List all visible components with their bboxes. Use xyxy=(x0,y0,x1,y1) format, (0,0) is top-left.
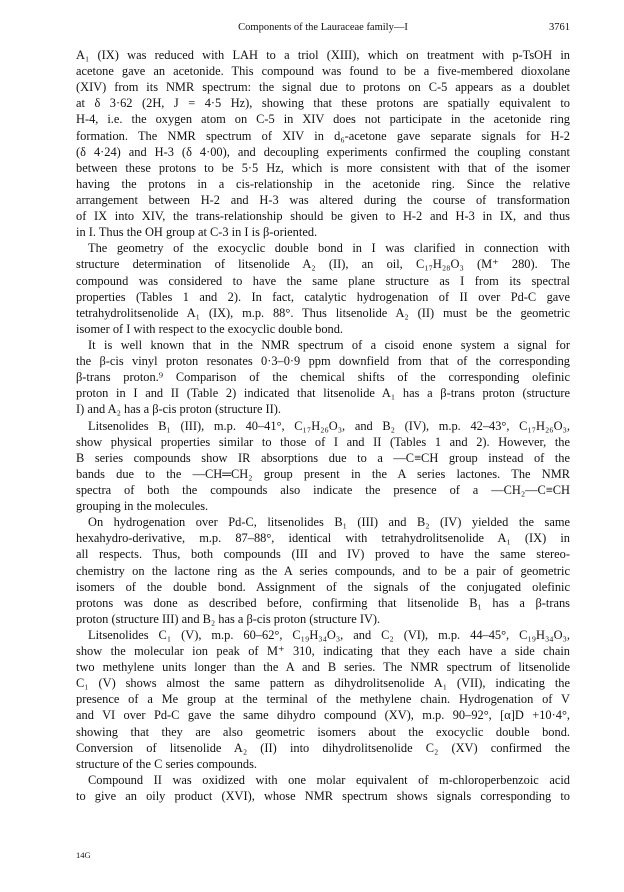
text-line: chemistry on the lactone ring as the A series compounds, and to be a pair of geometric xyxy=(76,563,570,578)
text-line: to give an oily product (XVI), whose NMR spectrum shows signals corresponding to xyxy=(76,789,570,804)
text-line: the β-cis vinyl proton resonates 0·3–0·9 ppm downfield from that of the corresponding xyxy=(76,354,570,369)
running-header xyxy=(76,22,570,38)
text-line: two methylene units longer than the A and B series. The NMR spectrum of litsenolide xyxy=(76,660,570,675)
text-line: hexahydro-derivative, m.p. 87–88°, identical with tetrahydrolitsenolide A₁ (IX) in xyxy=(76,531,570,546)
text-line: Conversion of litsenolide A₂ (II) into dihydrolitsenolide C₂ (XV) confirmed the xyxy=(76,740,570,755)
body-text xyxy=(76,47,570,804)
text-line: isomer of I with respect to the exocyclic double bond. xyxy=(76,321,344,336)
text-line: A₁ (IX) was reduced with LAH to a triol (XIII), which on treatment with p-TsOH in xyxy=(76,48,570,62)
text-line: On hydrogenation over Pd-C, litsenolides B₁ (III) and B₂ (IV) yielded the same xyxy=(88,515,570,530)
text-line: at δ 3·62 (2H, J = 4·5 Hz), showing that these protons are spatially equivalent to xyxy=(76,96,570,111)
text-line: presence of a Me group at the terminal of the methylene chain. Hydrogenation of V xyxy=(76,692,570,707)
text-line: having the protons in a cis-relationship in the acetonide ring. Since the relative xyxy=(76,176,570,191)
text-line: of IX into XIV, the trans-relationship should be given to H-2 and H-3 in IX, and thus xyxy=(76,209,570,224)
text-line: proton in I and II (Table 2) indicated that litsenolide A₁ has a β-trans proton (structure xyxy=(76,386,570,401)
text-line: between these protons to be 5·5 Hz, which is more consistent with that of the isomer xyxy=(76,160,570,175)
text-line: properties (Tables 1 and 2). In fact, catalytic hydrogenation of II over Pd-C gave xyxy=(76,289,570,304)
text-line: all respects. Thus, both compounds (III and IV) proved to have the same stereo- xyxy=(76,547,570,562)
text-line: in I. Thus the OH group at C-3 in I is β-oriented. xyxy=(76,225,318,240)
text-line: show physical properties similar to those of I and II (Tables 1 and 2). However, the xyxy=(76,434,570,449)
text-line: isomers of the double bond. Assignment of the signals of the conjugated olefinic xyxy=(76,579,570,594)
text-line: and VI over Pd-C gave the same dihydro compound (XV), m.p. 90–92°, [α]D +10·4°, xyxy=(76,708,570,723)
text-line: It is well known that in the NMR spectrum of a cisoid enone system a signal for xyxy=(88,337,570,352)
text-line: Compound II was oxidized with one molar equivalent of m-chloroperbenzoic acid xyxy=(88,772,570,787)
text-line: B series compounds show IR absorptions due to a —C≡CH group instead of the xyxy=(76,450,570,465)
text-line: show the molecular ion peak of M⁺ 310, indicating that they each have a side chain xyxy=(76,644,570,659)
text-line: C₁ (V) shows almost the same pattern as dihydrolitsenolide A₁ (VII), indicating the xyxy=(76,676,570,691)
text-line: bands due to the —CH═CH₂ group present in the A series lactones. The NMR xyxy=(76,466,570,481)
text-line: formation. The NMR spectrum of XIV in d₆-acetone gave separate signals for H-2 xyxy=(76,128,570,143)
text-line: compound was considered to have the same plane structure as I from its spectral xyxy=(76,273,570,288)
footer-code: 14G xyxy=(76,850,91,860)
text-line: β-trans proton.⁹ Comparison of the chemical shifts of the corresponding olefinic xyxy=(76,370,570,385)
text-line: grouping in the molecules. xyxy=(76,499,209,514)
text-line: Litsenolides C₁ (V), m.p. 60–62°, C₁₉H₃₄O₃, and C₂ (VI), m.p. 44–45°, C₁₉H₃₄O₃, xyxy=(88,627,570,642)
text-line: spectra of both the compounds also indicate the presence of a —CH₂—C≡CH xyxy=(76,482,570,497)
text-line: (XIV) from its NMR spectrum: the signal due to protons on C-5 appears as a doublet xyxy=(76,80,570,95)
text-line: showing that they are also geometric isomers about the exocyclic double bond. xyxy=(76,724,570,739)
text-line: I) and A₂ has a β-cis proton (structure II). xyxy=(76,402,282,417)
text-line: The geometry of the exocyclic double bond in I was clarified in connection with xyxy=(88,241,570,256)
text-line: proton (structure III) and B₂ has a β-cis proton (structure IV). xyxy=(76,611,381,626)
page-number: 3761 xyxy=(549,22,570,33)
running-title: Components of the Lauraceae family—I xyxy=(238,22,408,33)
text-line: Litsenolides B₁ (III), m.p. 40–41°, C₁₇H₂₆O₃, and B₂ (IV), m.p. 42–43°, C₁₇H₂₆O₃, xyxy=(88,418,570,433)
text-line: structure determination of litsenolide A₂ (II), an oil, C₁₇H₂₈O₃ (M⁺ 280). The xyxy=(76,257,570,272)
text-line: (δ 4·24) and H-3 (δ 4·00), and decoupling experiments confirmed the coupling constant xyxy=(76,144,570,159)
text-line: tetrahydrolitsenolide A₁ (IX), m.p. 88°. Thus litsenolide A₂ (II) must be the geometric xyxy=(76,305,570,320)
text-line: arrangement between H-2 and H-3 was altered during the course of transformation xyxy=(76,192,570,207)
text-line: acetone gave an acetonide. This compound was found to be a five-membered dioxolane xyxy=(76,64,570,79)
text-line: H-4, i.e. the oxygen atom on C-5 in XIV does not participate in the acetonide ring xyxy=(76,112,570,127)
text-line: structure of the C series compounds. xyxy=(76,756,258,771)
text-line: protons was done as described before, confirming that litsenolide B₁ has a β-trans xyxy=(76,595,570,610)
